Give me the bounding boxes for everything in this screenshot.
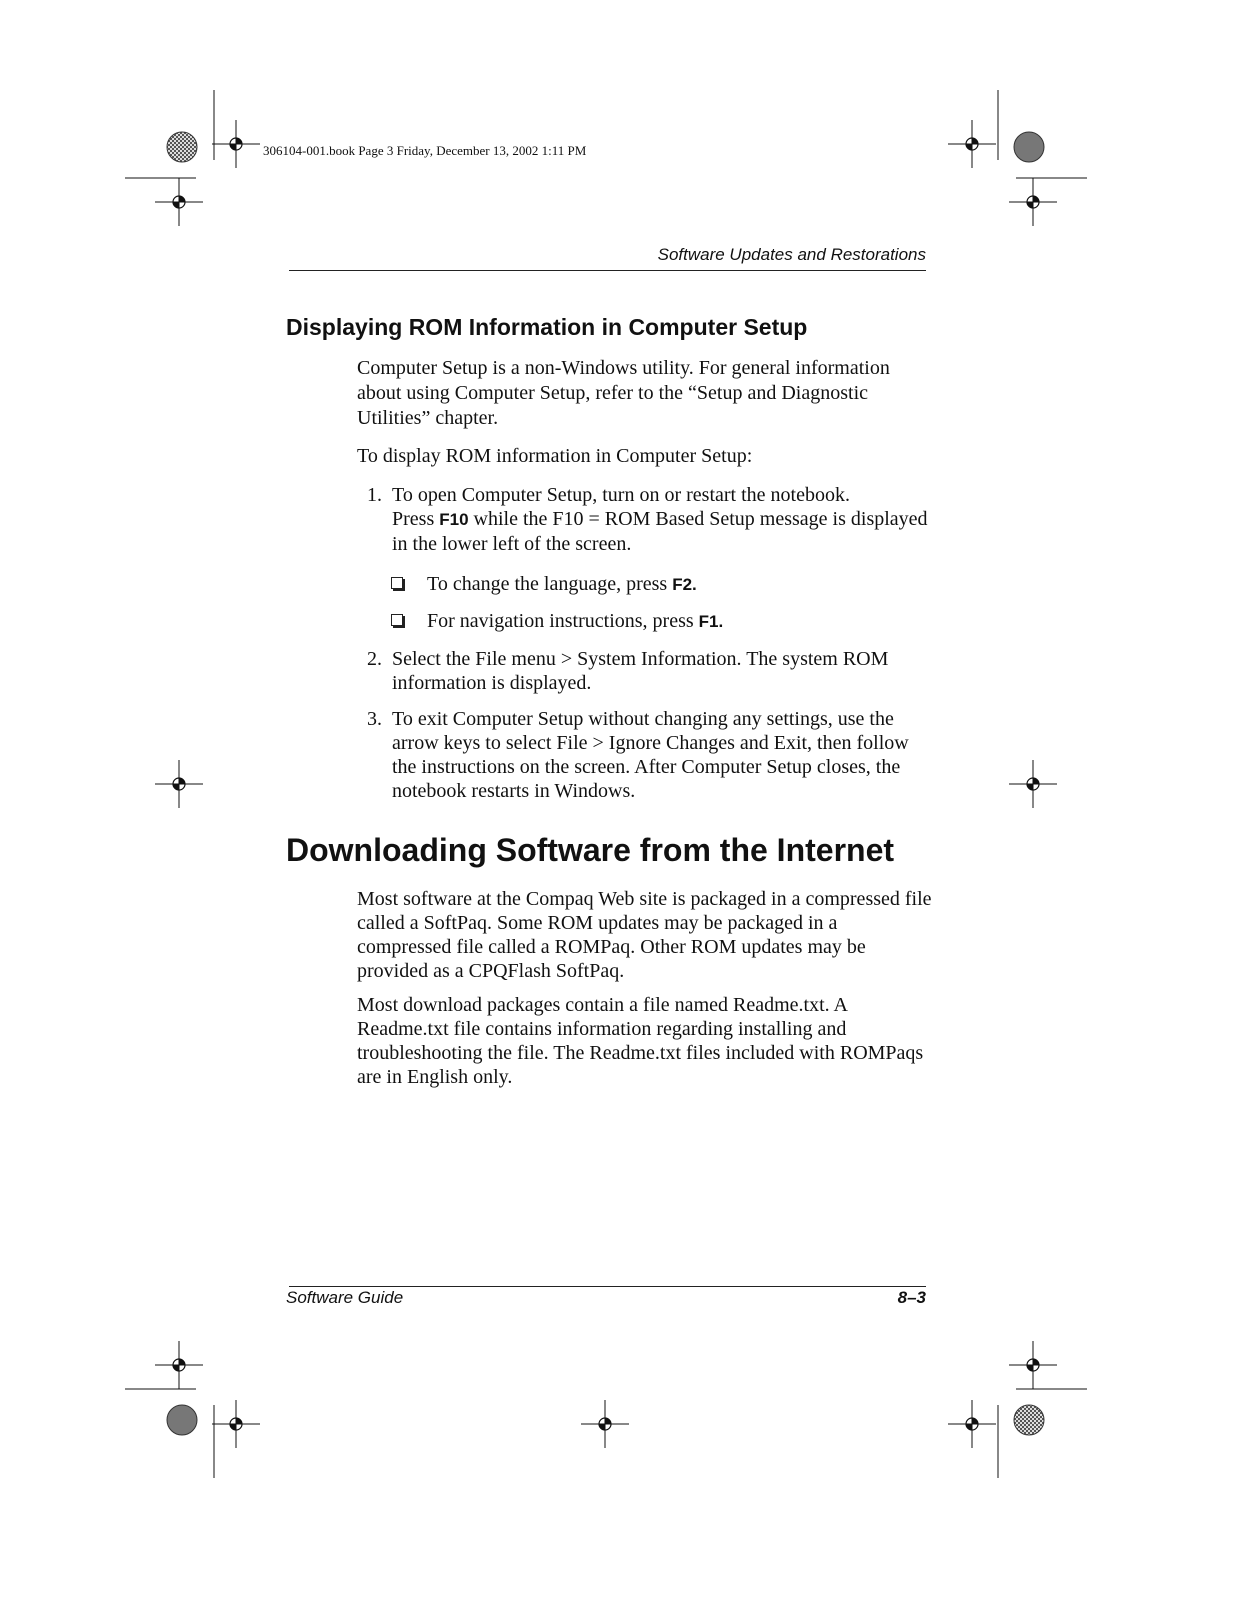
bullet-change-language: To change the language, press F2. — [391, 572, 931, 597]
footer-book-title: Software Guide — [286, 1288, 404, 1307]
step-3 — [367, 707, 932, 805]
key-f10: F10 — [439, 510, 469, 529]
softpaq-paragraph: Most software at the Compaq Web site is packaged in a compressed file called a SoftPaq. Some ROM updates may be packaged in a compressed file called a ROMPaq. Other ROM updates may be provided as a CPQFlash SoftPaq. — [357, 888, 932, 982]
key-f2: F2. — [672, 575, 697, 594]
step-2 — [367, 647, 932, 697]
step-number: 3. — [367, 708, 382, 730]
step-text: Select the File menu > System Information. The system ROM information is displayed. — [392, 648, 889, 694]
step-number: 1. — [367, 484, 382, 506]
intro-paragraph: Computer Setup is a non-Windows utility. For general information about using Computer Setup, refer to the “Setup and Diagnostic Utilities” chapter. — [357, 357, 890, 429]
readme-paragraph: Most download packages contain a file named Readme.txt. A Readme.txt file contains information regarding installing and troubleshooting the file. The Readme.txt files included with ROMPaqs are in English only. — [357, 994, 924, 1088]
bullet-navigation: For navigation instructions, press F1. — [391, 609, 931, 634]
section-heading-downloading: Downloading Software from the Internet — [286, 832, 895, 868]
print-slug: 306104-001.book Page 3 Friday, December 13, 2002 1:11 PM — [263, 143, 587, 158]
footer-page-number: 8–3 — [897, 1288, 926, 1307]
checkbox-bullet-icon — [391, 614, 403, 626]
step-1 — [367, 483, 932, 559]
footer-rule — [289, 1286, 926, 1287]
step-text: To open Computer Setup, turn on or restart the notebook. Press F10 while the F10 = ROM Based Setup message is displayed in the lower left of the screen. — [392, 484, 928, 555]
lead-paragraph: To display ROM information in Computer Setup: — [357, 445, 753, 467]
section-heading-rom-info: Displaying ROM Information in Computer Setup — [286, 314, 808, 340]
running-head: Software Updates and Restorations — [657, 245, 926, 264]
header-rule — [289, 270, 926, 271]
checkbox-bullet-icon — [391, 577, 403, 589]
step-number: 2. — [367, 648, 382, 670]
key-f1: F1. — [698, 612, 724, 631]
step-text: To exit Computer Setup without changing any settings, use the arrow keys to select File > Ignore Changes and Exit, then follow the instructions on the screen. After Computer Setup closes, the notebook restarts in Windows. — [392, 708, 909, 802]
